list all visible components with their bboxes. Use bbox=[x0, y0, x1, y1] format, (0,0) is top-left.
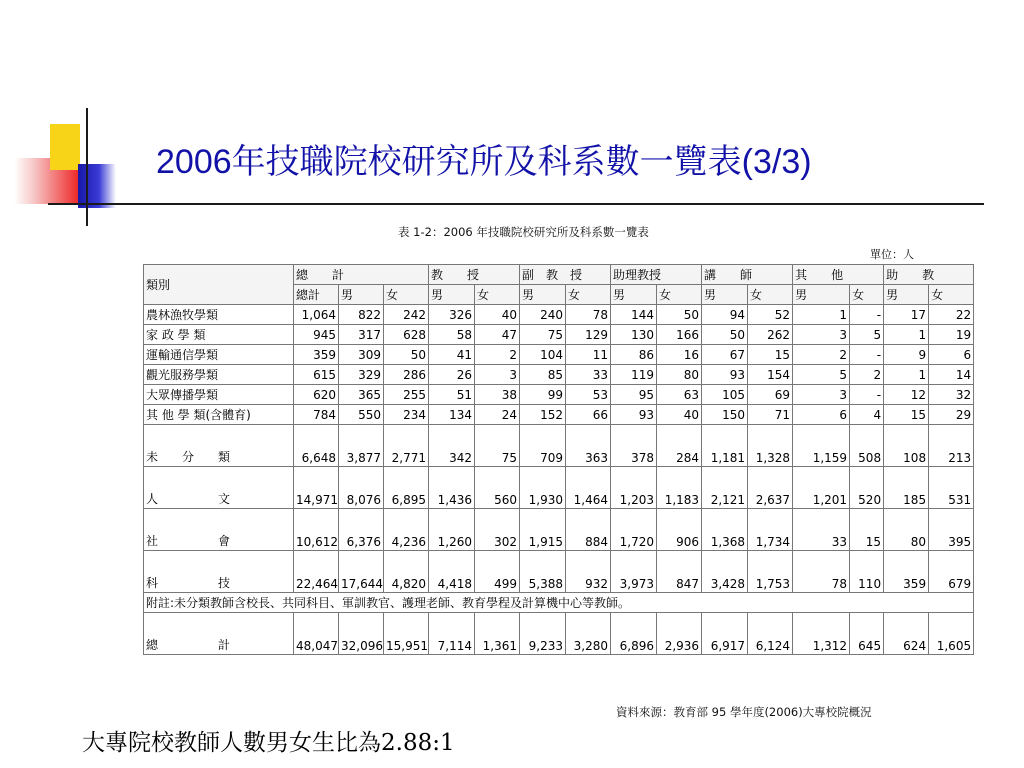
table-cell: 12 bbox=[884, 385, 929, 405]
table-cell: 52 bbox=[748, 305, 793, 325]
table-cell: 1,436 bbox=[429, 467, 475, 509]
table-cell: 50 bbox=[702, 325, 748, 345]
table-cell: 1,915 bbox=[520, 509, 566, 551]
table-cell: 822 bbox=[339, 305, 384, 325]
table-cell: 144 bbox=[611, 305, 657, 325]
total-cell: 6,917 bbox=[702, 613, 748, 655]
table-cell: 16 bbox=[657, 345, 702, 365]
table-cell: 152 bbox=[520, 405, 566, 425]
table-cell: 255 bbox=[384, 385, 429, 405]
group-header: 總 計 bbox=[294, 265, 429, 285]
group-header: 其 他 bbox=[793, 265, 884, 285]
group-header: 講 師 bbox=[702, 265, 793, 285]
table-cell: 130 bbox=[611, 325, 657, 345]
group-header: 教 授 bbox=[429, 265, 520, 285]
sub-header: 女 bbox=[384, 285, 429, 305]
table-cell: 329 bbox=[339, 365, 384, 385]
table-cell: 1,368 bbox=[702, 509, 748, 551]
table-cell: 134 bbox=[429, 405, 475, 425]
table-row bbox=[144, 305, 974, 325]
total-cell: 6,896 bbox=[611, 613, 657, 655]
table-cell: 19 bbox=[929, 325, 974, 345]
title-underline bbox=[48, 203, 984, 205]
table-cell: 1,720 bbox=[611, 509, 657, 551]
table-cell: 395 bbox=[929, 509, 974, 551]
source-note: 資料來源：教育部 95 學年度(2006)大專校院概況 bbox=[616, 705, 872, 719]
table-cell: 10,612 bbox=[294, 509, 339, 551]
group-header: 助理教授 bbox=[611, 265, 702, 285]
table-cell: 2,121 bbox=[702, 467, 748, 509]
table-row bbox=[144, 325, 974, 345]
table-cell: 5,388 bbox=[520, 551, 566, 593]
table-cell: 615 bbox=[294, 365, 339, 385]
table-cell: 1,181 bbox=[702, 425, 748, 467]
table-cell: 932 bbox=[566, 551, 611, 593]
table-row bbox=[144, 385, 974, 405]
table-cell: 78 bbox=[793, 551, 850, 593]
table-cell: 94 bbox=[702, 305, 748, 325]
table-cell: 3 bbox=[475, 365, 520, 385]
table-cell: 784 bbox=[294, 405, 339, 425]
table-cell: 53 bbox=[566, 385, 611, 405]
row-category: 農林漁牧學類 bbox=[144, 305, 294, 325]
total-cell: 9,233 bbox=[520, 613, 566, 655]
table-cell: 326 bbox=[429, 305, 475, 325]
table-cell: 628 bbox=[384, 325, 429, 345]
table-body bbox=[144, 265, 974, 655]
group-header: 助 教 bbox=[884, 265, 974, 285]
table-cell: 104 bbox=[520, 345, 566, 365]
table-cell: - bbox=[850, 385, 884, 405]
table-cell: 284 bbox=[657, 425, 702, 467]
table-cell: 108 bbox=[884, 425, 929, 467]
table-cell: 154 bbox=[748, 365, 793, 385]
unit-label: 單位：人 bbox=[870, 248, 914, 261]
table-cell: 359 bbox=[294, 345, 339, 365]
table-cell: 33 bbox=[566, 365, 611, 385]
table-cell: 80 bbox=[884, 509, 929, 551]
table-cell: 234 bbox=[384, 405, 429, 425]
total-cell: 7,114 bbox=[429, 613, 475, 655]
total-cell: 1,361 bbox=[475, 613, 520, 655]
total-cell: 2,936 bbox=[657, 613, 702, 655]
table-cell: 14,971 bbox=[294, 467, 339, 509]
table-cell: 15 bbox=[884, 405, 929, 425]
table-cell: 620 bbox=[294, 385, 339, 405]
sub-header: 男 bbox=[611, 285, 657, 305]
table-row bbox=[144, 509, 974, 551]
sub-header: 女 bbox=[850, 285, 884, 305]
sub-header: 男 bbox=[884, 285, 929, 305]
table-cell: 50 bbox=[384, 345, 429, 365]
note-row bbox=[144, 593, 974, 613]
table-cell: 6,376 bbox=[339, 509, 384, 551]
header-row-groups bbox=[144, 265, 974, 285]
row-category: 其 他 學 類(含體育) bbox=[144, 405, 294, 425]
ratio-footer: 大專院校教師人數男女生比為2.88:1 bbox=[82, 730, 455, 756]
table-cell: 302 bbox=[475, 509, 520, 551]
table-cell: 550 bbox=[339, 405, 384, 425]
table-cell: 51 bbox=[429, 385, 475, 405]
table-cell: 50 bbox=[657, 305, 702, 325]
row-category: 科 技 bbox=[144, 551, 294, 593]
table-cell: 679 bbox=[929, 551, 974, 593]
table-cell: 2,771 bbox=[384, 425, 429, 467]
total-cell: 3,280 bbox=[566, 613, 611, 655]
table-cell: 3,428 bbox=[702, 551, 748, 593]
table-cell: 1,064 bbox=[294, 305, 339, 325]
sub-header: 女 bbox=[657, 285, 702, 305]
table-cell: 17,644 bbox=[339, 551, 384, 593]
total-cell: 624 bbox=[884, 613, 929, 655]
row-category: 家 政 學 類 bbox=[144, 325, 294, 345]
table-cell: 6 bbox=[793, 405, 850, 425]
table-cell: 4 bbox=[850, 405, 884, 425]
table-cell: 119 bbox=[611, 365, 657, 385]
table-cell: 38 bbox=[475, 385, 520, 405]
table-cell: 6,895 bbox=[384, 467, 429, 509]
table-cell: 3,877 bbox=[339, 425, 384, 467]
table-cell: 378 bbox=[611, 425, 657, 467]
table-cell: 1,260 bbox=[429, 509, 475, 551]
table-cell: 1,201 bbox=[793, 467, 850, 509]
table-cell: 75 bbox=[520, 325, 566, 345]
table-cell: 75 bbox=[475, 425, 520, 467]
sub-header: 女 bbox=[748, 285, 793, 305]
table-cell: 33 bbox=[793, 509, 850, 551]
table-cell: 906 bbox=[657, 509, 702, 551]
table-cell: 4,236 bbox=[384, 509, 429, 551]
table-cell: 63 bbox=[657, 385, 702, 405]
table-cell: 47 bbox=[475, 325, 520, 345]
table-cell: 1,203 bbox=[611, 467, 657, 509]
table-cell: 240 bbox=[520, 305, 566, 325]
sub-header: 男 bbox=[793, 285, 850, 305]
table-cell: 2 bbox=[475, 345, 520, 365]
table-cell: 709 bbox=[520, 425, 566, 467]
total-cell: 32,096 bbox=[339, 613, 384, 655]
table-cell: 365 bbox=[339, 385, 384, 405]
row-category: 大眾傳播學類 bbox=[144, 385, 294, 405]
table-cell: 80 bbox=[657, 365, 702, 385]
table-cell: 508 bbox=[850, 425, 884, 467]
table-row bbox=[144, 365, 974, 385]
table-cell: 93 bbox=[702, 365, 748, 385]
table-cell: 22,464 bbox=[294, 551, 339, 593]
table-cell: 1,930 bbox=[520, 467, 566, 509]
sub-header: 男 bbox=[520, 285, 566, 305]
table-cell: 6 bbox=[929, 345, 974, 365]
table-cell: 166 bbox=[657, 325, 702, 345]
table-row bbox=[144, 467, 974, 509]
table-cell: 15 bbox=[850, 509, 884, 551]
sub-header: 女 bbox=[475, 285, 520, 305]
table-cell: 5 bbox=[793, 365, 850, 385]
table-cell: 359 bbox=[884, 551, 929, 593]
table-cell: 560 bbox=[475, 467, 520, 509]
table-cell: 945 bbox=[294, 325, 339, 345]
table-cell: 342 bbox=[429, 425, 475, 467]
table-cell: 363 bbox=[566, 425, 611, 467]
category-header: 類別 bbox=[144, 265, 294, 305]
table-cell: 95 bbox=[611, 385, 657, 405]
table-cell: 8,076 bbox=[339, 467, 384, 509]
total-cell: 645 bbox=[850, 613, 884, 655]
table-cell: 58 bbox=[429, 325, 475, 345]
table-cell: 1,753 bbox=[748, 551, 793, 593]
table-row bbox=[144, 345, 974, 365]
table-cell: 71 bbox=[748, 405, 793, 425]
total-cell: 48,047 bbox=[294, 613, 339, 655]
table-cell: 3 bbox=[793, 385, 850, 405]
faculty-table bbox=[143, 264, 974, 655]
sub-header: 女 bbox=[929, 285, 974, 305]
total-cell: 6,124 bbox=[748, 613, 793, 655]
slide-title: 2006年技職院校研究所及科系數一覽表(3/3) bbox=[156, 143, 812, 181]
table-caption: 表 1-2：2006 年技職院校研究所及科系數一覽表 bbox=[398, 225, 649, 239]
sub-header: 男 bbox=[702, 285, 748, 305]
total-label: 總 計 bbox=[144, 613, 294, 655]
table-cell: 150 bbox=[702, 405, 748, 425]
table-cell: - bbox=[850, 305, 884, 325]
table-cell: 99 bbox=[520, 385, 566, 405]
table-cell: 93 bbox=[611, 405, 657, 425]
table-cell: 1,734 bbox=[748, 509, 793, 551]
table-cell: 286 bbox=[384, 365, 429, 385]
table-cell: 9 bbox=[884, 345, 929, 365]
table-cell: 69 bbox=[748, 385, 793, 405]
table-row bbox=[144, 405, 974, 425]
total-row bbox=[144, 613, 974, 655]
table-cell: 185 bbox=[884, 467, 929, 509]
sub-header: 男 bbox=[429, 285, 475, 305]
table-cell: 24 bbox=[475, 405, 520, 425]
table-cell: - bbox=[850, 345, 884, 365]
table-cell: 5 bbox=[850, 325, 884, 345]
table-row bbox=[144, 551, 974, 593]
row-category: 未 分 類 bbox=[144, 425, 294, 467]
table-cell: 29 bbox=[929, 405, 974, 425]
table-cell: 129 bbox=[566, 325, 611, 345]
table-cell: 14 bbox=[929, 365, 974, 385]
table-cell: 26 bbox=[429, 365, 475, 385]
table-cell: 22 bbox=[929, 305, 974, 325]
table-cell: 262 bbox=[748, 325, 793, 345]
table-cell: 4,418 bbox=[429, 551, 475, 593]
table-cell: 1,464 bbox=[566, 467, 611, 509]
table-cell: 105 bbox=[702, 385, 748, 405]
sub-header: 男 bbox=[339, 285, 384, 305]
row-category: 運輸通信學類 bbox=[144, 345, 294, 365]
table-cell: 3 bbox=[793, 325, 850, 345]
table-cell: 4,820 bbox=[384, 551, 429, 593]
table-cell: 317 bbox=[339, 325, 384, 345]
table-cell: 78 bbox=[566, 305, 611, 325]
table-cell: 3,973 bbox=[611, 551, 657, 593]
total-cell: 1,605 bbox=[929, 613, 974, 655]
table-cell: 11 bbox=[566, 345, 611, 365]
group-header: 副 教 授 bbox=[520, 265, 611, 285]
table-cell: 2 bbox=[793, 345, 850, 365]
table-cell: 1 bbox=[884, 325, 929, 345]
table-cell: 6,648 bbox=[294, 425, 339, 467]
yellow-square bbox=[50, 124, 80, 170]
table-cell: 85 bbox=[520, 365, 566, 385]
table-cell: 213 bbox=[929, 425, 974, 467]
table-note: 附註:未分類教師含校長、共同科目、軍訓教官、護理老師、教育學程及計算機中心等教師。 bbox=[144, 593, 974, 613]
table-cell: 41 bbox=[429, 345, 475, 365]
table-cell: 17 bbox=[884, 305, 929, 325]
total-cell: 15,951 bbox=[384, 613, 429, 655]
table-cell: 1,328 bbox=[748, 425, 793, 467]
table-cell: 1,159 bbox=[793, 425, 850, 467]
table-cell: 1,183 bbox=[657, 467, 702, 509]
row-category: 社 會 bbox=[144, 509, 294, 551]
table-cell: 2,637 bbox=[748, 467, 793, 509]
table-cell: 2 bbox=[850, 365, 884, 385]
table-cell: 1 bbox=[884, 365, 929, 385]
table-cell: 884 bbox=[566, 509, 611, 551]
table-cell: 847 bbox=[657, 551, 702, 593]
table-cell: 40 bbox=[475, 305, 520, 325]
vertical-rule bbox=[86, 108, 88, 226]
table-cell: 67 bbox=[702, 345, 748, 365]
table-cell: 520 bbox=[850, 467, 884, 509]
table-cell: 242 bbox=[384, 305, 429, 325]
table-cell: 15 bbox=[748, 345, 793, 365]
table-cell: 1 bbox=[793, 305, 850, 325]
table-row bbox=[144, 425, 974, 467]
blue-gradient-square bbox=[78, 164, 116, 208]
table-cell: 110 bbox=[850, 551, 884, 593]
table-cell: 40 bbox=[657, 405, 702, 425]
sub-header: 總計 bbox=[294, 285, 339, 305]
table-cell: 32 bbox=[929, 385, 974, 405]
table-cell: 86 bbox=[611, 345, 657, 365]
row-category: 人 文 bbox=[144, 467, 294, 509]
row-category: 觀光服務學類 bbox=[144, 365, 294, 385]
total-cell: 1,312 bbox=[793, 613, 850, 655]
table-cell: 66 bbox=[566, 405, 611, 425]
sub-header: 女 bbox=[566, 285, 611, 305]
table-cell: 309 bbox=[339, 345, 384, 365]
table-cell: 499 bbox=[475, 551, 520, 593]
table-cell: 531 bbox=[929, 467, 974, 509]
